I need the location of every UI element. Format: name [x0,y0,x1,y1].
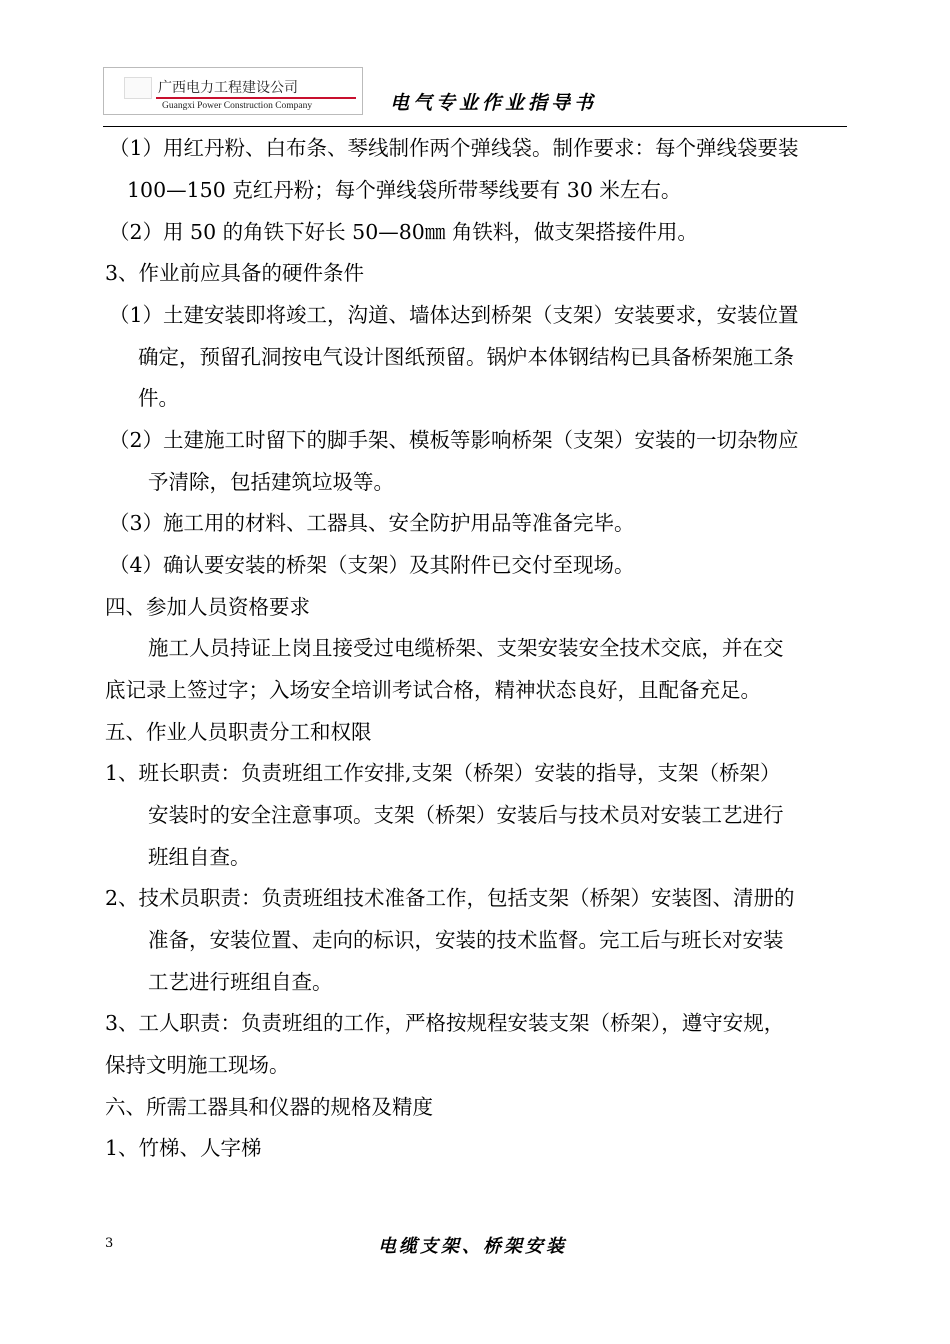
section-heading: 六、所需工器具和仪器的规格及精度 [105,1095,433,1119]
body-line: 件。 [138,386,179,410]
body-line: 确定，预留孔洞按电气设计图纸预留。锅炉本体钢结构已具备桥架施工条 [138,345,794,369]
section-heading: 四、参加人员资格要求 [105,595,310,619]
body-line: （3）施工用的材料、工器具、安全防护用品等准备完毕。 [109,511,635,535]
company-name-en: Guangxi Power Construction Company [162,101,313,111]
body-line: 2、技术员职责：负责班组技术准备工作，包括支架（桥架）安装图、清册的 [105,886,795,910]
body-line: （1）用红丹粉、白布条、琴线制作两个弹线袋。制作要求：每个弹线袋要装 [109,136,799,160]
body-line: 1、竹梯、人字梯 [105,1136,262,1160]
body-line: （2）用 50 的角铁下好长 50—80㎜ 角铁料，做支架搭接件用。 [109,220,698,244]
body-line: 1、班长职责：负责班组工作安排,支架（桥架）安装的指导，支架（桥架） [105,761,781,785]
company-logo [103,67,363,115]
body-line: （4）确认要安装的桥架（支架）及其附件已交付至现场。 [109,553,635,577]
body-line: 安装时的安全注意事项。支架（桥架）安装后与技术员对安装工艺进行 [148,803,784,827]
logo-divider [156,97,356,99]
body-line: 底记录上签过字；入场安全培训考试合格，精神状态良好，且配备充足。 [105,678,761,702]
section-heading: 五、作业人员职责分工和权限 [105,720,372,744]
body-line: 3、工人职责：负责班组的工作，严格按规程安装支架（桥架），遵守安规， [105,1011,785,1035]
body-line: 保持文明施工现场。 [105,1053,290,1077]
body-line: 100—150 克红丹粉；每个弹线袋所带琴线要有 30 米左右。 [127,178,682,202]
header-divider [103,126,847,127]
section-heading: 3、作业前应具备的硬件条件 [105,261,365,285]
body-line: 予清除，包括建筑垃圾等。 [148,470,394,494]
body-line: 准备，安装位置、走向的标识，安装的技术监督。完工后与班长对安装 [148,928,784,952]
document-title: 电气专业作业指导书 [390,92,598,114]
body-line: 施工人员持证上岗且接受过电缆桥架、支架安装安全技术交底，并在交 [148,636,784,660]
company-name-cn: 广西电力工程建设公司 [158,80,298,96]
body-line: （2）土建施工时留下的脚手架、模板等影响桥架（支架）安装的一切杂物应 [109,428,799,452]
logo-emblem-icon [124,77,152,99]
body-line: （1）土建安装即将竣工，沟道、墙体达到桥架（支架）安装要求，安装位置 [109,303,799,327]
body-line: 班组自查。 [148,845,251,869]
body-line: 工艺进行班组自查。 [148,970,333,994]
page-number: 3 [105,1236,114,1251]
footer-title: 电缆支架、桥架安装 [378,1236,567,1257]
